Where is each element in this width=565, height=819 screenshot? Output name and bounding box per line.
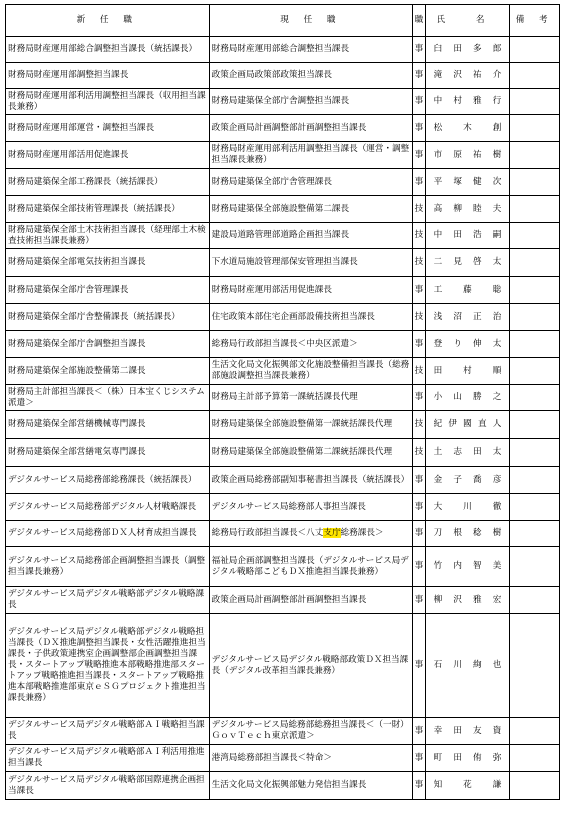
- table-row: [6, 142, 560, 169]
- name-cell: 大川徹: [425, 494, 510, 521]
- remarks-cell: [510, 439, 560, 467]
- job-type-cell: 技: [413, 439, 425, 467]
- remarks-cell: [510, 196, 560, 223]
- name-cell: 工藤聡: [425, 277, 510, 304]
- name-cell: 二見啓太: [425, 249, 510, 277]
- remarks-cell: [510, 411, 560, 439]
- table-row: [6, 37, 560, 63]
- current-post-cell: 財務局主計部予算第一課統括課長代理: [209, 385, 413, 411]
- table-row: [6, 89, 560, 115]
- table-row: [6, 63, 560, 89]
- current-post-text: 総務局行政部担当課長＜八丈: [211, 528, 324, 538]
- new-post-cell: デジタルサービス局デジタル戦略部ＡＩ戦略担当課長: [6, 718, 210, 745]
- new-post-cell: 財務局建築保全部土木技術担当課長（経理部土木検査技術担当課長兼務）: [6, 223, 210, 249]
- highlighted-text: 支庁: [323, 528, 341, 538]
- remarks-cell: [510, 249, 560, 277]
- new-post-cell: 財務局建築保全部電気技術担当課長: [6, 249, 210, 277]
- current-post-cell: 財務局財産運用部活用促進課長: [209, 277, 413, 304]
- header-name: 氏 名: [425, 5, 510, 37]
- name-cell: 高柳睦夫: [425, 196, 510, 223]
- current-post-cell: 住宅政策本部住宅企画部設備技術担当課長: [209, 304, 413, 331]
- remarks-cell: [510, 521, 560, 547]
- new-post-cell: デジタルサービス局デジタル戦略部ＡＩ利活用推進担当課長: [6, 745, 210, 772]
- job-type-cell: 事: [413, 614, 425, 718]
- name-cell: 中村雅行: [425, 89, 510, 115]
- job-type-cell: 事: [413, 89, 425, 115]
- table-row: [6, 521, 560, 547]
- job-type-cell: 事: [413, 37, 425, 63]
- name-cell: 滝沢祐介: [425, 63, 510, 89]
- name-cell: 平塚健次: [425, 169, 510, 196]
- job-type-cell: 事: [413, 745, 425, 772]
- header-new-post: 新 任 職: [6, 5, 210, 37]
- job-type-cell: 事: [413, 521, 425, 547]
- table-row: [6, 115, 560, 142]
- job-type-cell: 事: [413, 587, 425, 614]
- personnel-table: [5, 4, 560, 800]
- current-post-cell: 総務局行政部担当課長＜中央区派遣＞: [209, 331, 413, 358]
- table-row: [6, 385, 560, 411]
- name-cell: 柳沢雅宏: [425, 587, 510, 614]
- current-post-cell: 建設局道路管理部道路企画担当課長: [209, 223, 413, 249]
- current-post-cell: [209, 521, 413, 547]
- appointment-document: [5, 4, 560, 800]
- remarks-cell: [510, 304, 560, 331]
- table-row: [6, 331, 560, 358]
- new-post-cell: 財務局建築保全部施設整備第二課長: [6, 358, 210, 385]
- new-post-cell: デジタルサービス局総務部ＤＸ人材育成担当課長: [6, 521, 210, 547]
- table-row: [6, 304, 560, 331]
- new-post-cell: 財務局建築保全部工務課長（統括課長）: [6, 169, 210, 196]
- new-post-cell: 財務局財産運用部総合調整担当課長（統括課長）: [6, 37, 210, 63]
- current-post-cell: 財務局建築保全部施設整備第一課統括課長代理: [209, 411, 413, 439]
- name-cell: 田村順: [425, 358, 510, 385]
- remarks-cell: [510, 745, 560, 772]
- remarks-cell: [510, 223, 560, 249]
- name-cell: 中田浩嗣: [425, 223, 510, 249]
- header-row: [6, 5, 560, 37]
- job-type-cell: 技: [413, 196, 425, 223]
- header-remarks: 備 考: [510, 5, 560, 37]
- remarks-cell: [510, 547, 560, 587]
- remarks-cell: [510, 115, 560, 142]
- name-cell: 土志田太: [425, 439, 510, 467]
- current-post-cell: デジタルサービス局総務部総務担当課長＜（一財）ＧｏｖＴｅｃｈ東京派遣＞: [209, 718, 413, 745]
- table-row: [6, 249, 560, 277]
- job-type-cell: 事: [413, 547, 425, 587]
- remarks-cell: [510, 614, 560, 718]
- table-row: [6, 196, 560, 223]
- job-type-cell: 事: [413, 115, 425, 142]
- name-cell: 松木創: [425, 115, 510, 142]
- name-cell: 紀伊國直人: [425, 411, 510, 439]
- current-post-cell: 政策企画局総務部副知事秘書担当課長（統括課長）: [209, 467, 413, 494]
- remarks-cell: [510, 142, 560, 169]
- remarks-cell: [510, 587, 560, 614]
- name-cell: 竹内智美: [425, 547, 510, 587]
- name-cell: 町田侑弥: [425, 745, 510, 772]
- remarks-cell: [510, 89, 560, 115]
- job-type-cell: 技: [413, 249, 425, 277]
- new-post-cell: 財務局財産運用部利活用調整担当課長（収用担当課長兼務）: [6, 89, 210, 115]
- table-row: [6, 411, 560, 439]
- job-type-cell: 技: [413, 411, 425, 439]
- table-row: [6, 745, 560, 772]
- new-post-cell: デジタルサービス局デジタル戦略部デジタル戦略担当課長（ＤＸ推進調整担当課長・女性活躍推進担当課長・子供政策連携室企画調整部企画調整担当課長・スタートアップ戦略推進本部戦略推進部スタートアップ戦略推進担当課長・スタートアップ戦略推進本部戦略推進部東京ｅＳＧプロジェクト推進担当課長兼務）: [6, 614, 210, 718]
- table-row: [6, 277, 560, 304]
- current-post-text: 総務課長＞: [340, 528, 384, 538]
- name-cell: 登り伸太: [425, 331, 510, 358]
- new-post-cell: 財務局財産運用部運営・調整担当課長: [6, 115, 210, 142]
- new-post-cell: 財務局建築保全部庁舎管理課長: [6, 277, 210, 304]
- current-post-cell: 財務局財産運用部利活用調整担当課長（運営・調整担当課長兼務）: [209, 142, 413, 169]
- remarks-cell: [510, 718, 560, 745]
- new-post-cell: 財務局建築保全部営繕電気専門課長: [6, 439, 210, 467]
- remarks-cell: [510, 494, 560, 521]
- new-post-cell: 財務局建築保全部技術管理課長（統括課長）: [6, 196, 210, 223]
- new-post-cell: 財務局建築保全部営繕機械専門課長: [6, 411, 210, 439]
- job-type-cell: 事: [413, 63, 425, 89]
- table-row: [6, 614, 560, 718]
- name-cell: 知花謙: [425, 772, 510, 800]
- new-post-cell: デジタルサービス局デジタル戦略部国際連携企画担当課長: [6, 772, 210, 800]
- table-row: [6, 772, 560, 800]
- job-type-cell: 事: [413, 277, 425, 304]
- new-post-cell: 財務局建築保全部庁舎整備課長（統括課長）: [6, 304, 210, 331]
- name-cell: 市原祐樹: [425, 142, 510, 169]
- current-post-cell: 財務局建築保全部庁舎管理課長: [209, 169, 413, 196]
- job-type-cell: 事: [413, 331, 425, 358]
- table-row: [6, 223, 560, 249]
- table-row: [6, 358, 560, 385]
- remarks-cell: [510, 277, 560, 304]
- job-type-cell: 事: [413, 142, 425, 169]
- remarks-cell: [510, 467, 560, 494]
- job-type-cell: 事: [413, 494, 425, 521]
- remarks-cell: [510, 169, 560, 196]
- job-type-cell: 事: [413, 467, 425, 494]
- new-post-cell: デジタルサービス局総務部企画調整担当課長（調整担当課長兼務）: [6, 547, 210, 587]
- remarks-cell: [510, 358, 560, 385]
- current-post-cell: 港湾局総務部担当課長＜特命＞: [209, 745, 413, 772]
- name-cell: 臼田多郎: [425, 37, 510, 63]
- remarks-cell: [510, 37, 560, 63]
- table-row: [6, 169, 560, 196]
- current-post-cell: 財務局建築保全部施設整備第二課統括課長代理: [209, 439, 413, 467]
- new-post-cell: 財務局建築保全部庁舎調整担当課長: [6, 331, 210, 358]
- remarks-cell: [510, 331, 560, 358]
- current-post-cell: 福祉局企画部調整担当課長（デジタルサービス局デジタル戦略部こどもＤＸ推進担当課長兼務）: [209, 547, 413, 587]
- table-row: [6, 494, 560, 521]
- current-post-cell: 下水道局施設管理部保安管理担当課長: [209, 249, 413, 277]
- current-post-cell: デジタルサービス局総務部人事担当課長: [209, 494, 413, 521]
- job-type-cell: 事: [413, 772, 425, 800]
- name-cell: 浅沼正治: [425, 304, 510, 331]
- current-post-cell: 財務局建築保全部庁舎調整担当課長: [209, 89, 413, 115]
- current-post-cell: 政策企画局計画調整部計画調整担当課長: [209, 587, 413, 614]
- new-post-cell: デジタルサービス局総務部総務課長（統括課長）: [6, 467, 210, 494]
- job-type-cell: 事: [413, 718, 425, 745]
- current-post-cell: 政策企画局政策部政策担当課長: [209, 63, 413, 89]
- job-type-cell: 事: [413, 385, 425, 411]
- header-current-post: 現 任 職: [209, 5, 413, 37]
- current-post-cell: 財務局建築保全部施設整備第二課長: [209, 196, 413, 223]
- current-post-cell: 財務局財産運用部総合調整担当課長: [209, 37, 413, 63]
- job-type-cell: 技: [413, 223, 425, 249]
- remarks-cell: [510, 772, 560, 800]
- name-cell: 小山勝之: [425, 385, 510, 411]
- new-post-cell: 財務局財産運用部調整担当課長: [6, 63, 210, 89]
- table-row: [6, 467, 560, 494]
- new-post-cell: デジタルサービス局デジタル戦略部デジタル戦略課長: [6, 587, 210, 614]
- job-type-cell: 事: [413, 169, 425, 196]
- new-post-cell: デジタルサービス局総務部デジタル人材戦略課長: [6, 494, 210, 521]
- current-post-cell: 生活文化局文化振興部魅力発信担当課長: [209, 772, 413, 800]
- name-cell: 幸田友資: [425, 718, 510, 745]
- name-cell: 石川絢也: [425, 614, 510, 718]
- job-type-cell: 技: [413, 304, 425, 331]
- table-row: [6, 547, 560, 587]
- new-post-cell: 財務局財産運用部活用促進課長: [6, 142, 210, 169]
- name-cell: 金子喬彦: [425, 467, 510, 494]
- table-row: [6, 718, 560, 745]
- new-post-cell: 財務局主計部担当課長＜（株）日本宝くじシステム派遣＞: [6, 385, 210, 411]
- current-post-cell: デジタルサービス局デジタル戦略部政策ＤＸ担当課長（デジタル改革担当課長兼務）: [209, 614, 413, 718]
- job-type-cell: 技: [413, 358, 425, 385]
- table-row: [6, 587, 560, 614]
- current-post-cell: 生活文化局文化振興部文化施設整備担当課長（総務部施設調整担当課長兼務）: [209, 358, 413, 385]
- table-row: [6, 439, 560, 467]
- remarks-cell: [510, 63, 560, 89]
- remarks-cell: [510, 385, 560, 411]
- name-cell: 刀根稔樹: [425, 521, 510, 547]
- current-post-cell: 政策企画局計画調整部計画調整担当課長: [209, 115, 413, 142]
- header-job-type: 職: [413, 5, 425, 37]
